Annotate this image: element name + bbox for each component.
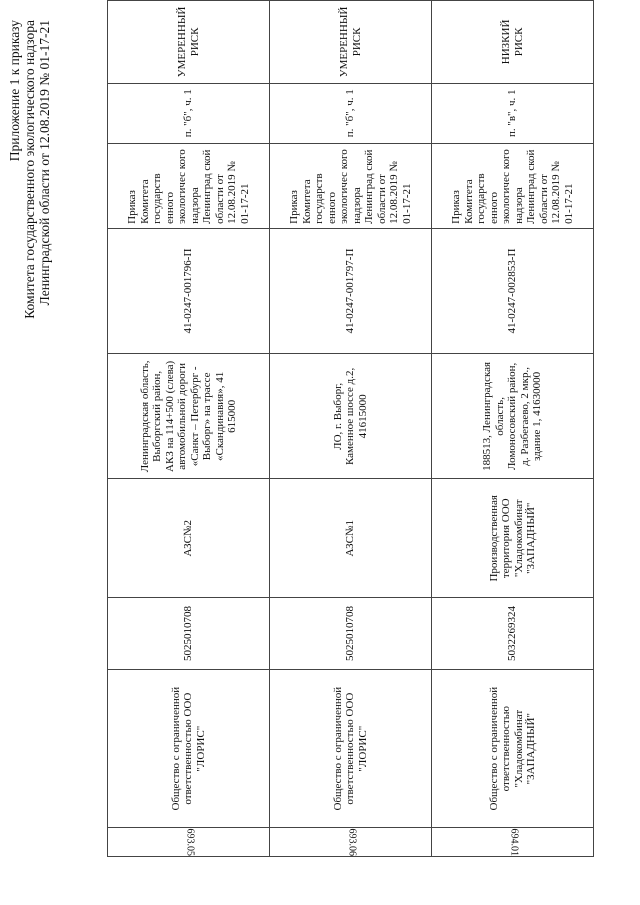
row-number: 693.05 bbox=[108, 828, 270, 857]
row-number: 693.06 bbox=[270, 828, 432, 857]
table-row bbox=[270, 1, 432, 857]
inn: 5025010708 bbox=[270, 598, 432, 670]
registry-table bbox=[107, 0, 594, 857]
order-ref: Приказ Комитета государств енного экологичес кого надзора Ленинград ской области от 12.08.2019 № 01-17-21 bbox=[270, 143, 432, 228]
table-row bbox=[108, 1, 270, 857]
object-address: 188513, Ленинградская область, Ломоносовский район, д. Разбегаево, 2 мкр., здание 1, 41630000 bbox=[432, 354, 594, 479]
row-number: 694.01 bbox=[432, 828, 594, 857]
appendix-title: Приложение 1 к приказу bbox=[7, 20, 22, 162]
inn: 5032269324 bbox=[432, 598, 594, 670]
object-code: 41-0247-001796-П bbox=[108, 228, 270, 353]
criteria-point: п. "б", ч. 1 bbox=[108, 83, 270, 143]
risk-category: УМЕРЕННЫЙ РИСК bbox=[270, 1, 432, 84]
criteria-point: п. "б", ч. 1 bbox=[270, 83, 432, 143]
order-ref: Приказ Комитета государств енного экологичес кого надзора Ленинград ской области от 12.08.2019 № 01-17-21 bbox=[108, 143, 270, 228]
order-ref: Приказ Комитета государств енного экологичес кого надзора Ленинград ской области от 12.08.2019 № 01-17-21 bbox=[432, 143, 594, 228]
org-name: Общество с ограниченной ответственностью "Хладокомбинат "ЗАПАДНЫЙ" bbox=[432, 669, 594, 828]
risk-category: НИЗКИЙ РИСК bbox=[432, 1, 594, 84]
object-code: 41-0247-002853-П bbox=[432, 228, 594, 353]
object-name: АЗС№2 bbox=[108, 479, 270, 598]
object-address: Ленинградская область, Выборгский район, АКЗ на 114+500 (слева) автомобильной дороги «Санкт – Петербург - Выборг» на трассе «Скандинавия», 41 615000 bbox=[108, 354, 270, 479]
org-name: Общество с ограниченной ответственностью ООО "ЛОРИС" bbox=[270, 669, 432, 828]
object-name: Производственная территория ООО "Хладокомбинат "ЗАПАДНЫЙ" bbox=[432, 479, 594, 598]
appendix-committee: Комитета государственного экологического надзора bbox=[22, 20, 37, 319]
object-address: ЛО, г. Выборг, Каменное шоссе д.2, 41615000 bbox=[270, 354, 432, 479]
inn: 5025010708 bbox=[108, 598, 270, 670]
table-row bbox=[432, 1, 594, 857]
risk-category: УМЕРЕННЫЙ РИСК bbox=[108, 1, 270, 84]
object-code: 41-0247-001797-П bbox=[270, 228, 432, 353]
criteria-point: п. "в", ч. 1 bbox=[432, 83, 594, 143]
org-name: Общество с ограниченной ответственностью ООО "ЛОРИС" bbox=[108, 669, 270, 828]
appendix-order-ref: Ленинградской области от 12.08.2019 № 01-17-21 bbox=[37, 20, 52, 306]
object-name: АЗС№1 bbox=[270, 479, 432, 598]
